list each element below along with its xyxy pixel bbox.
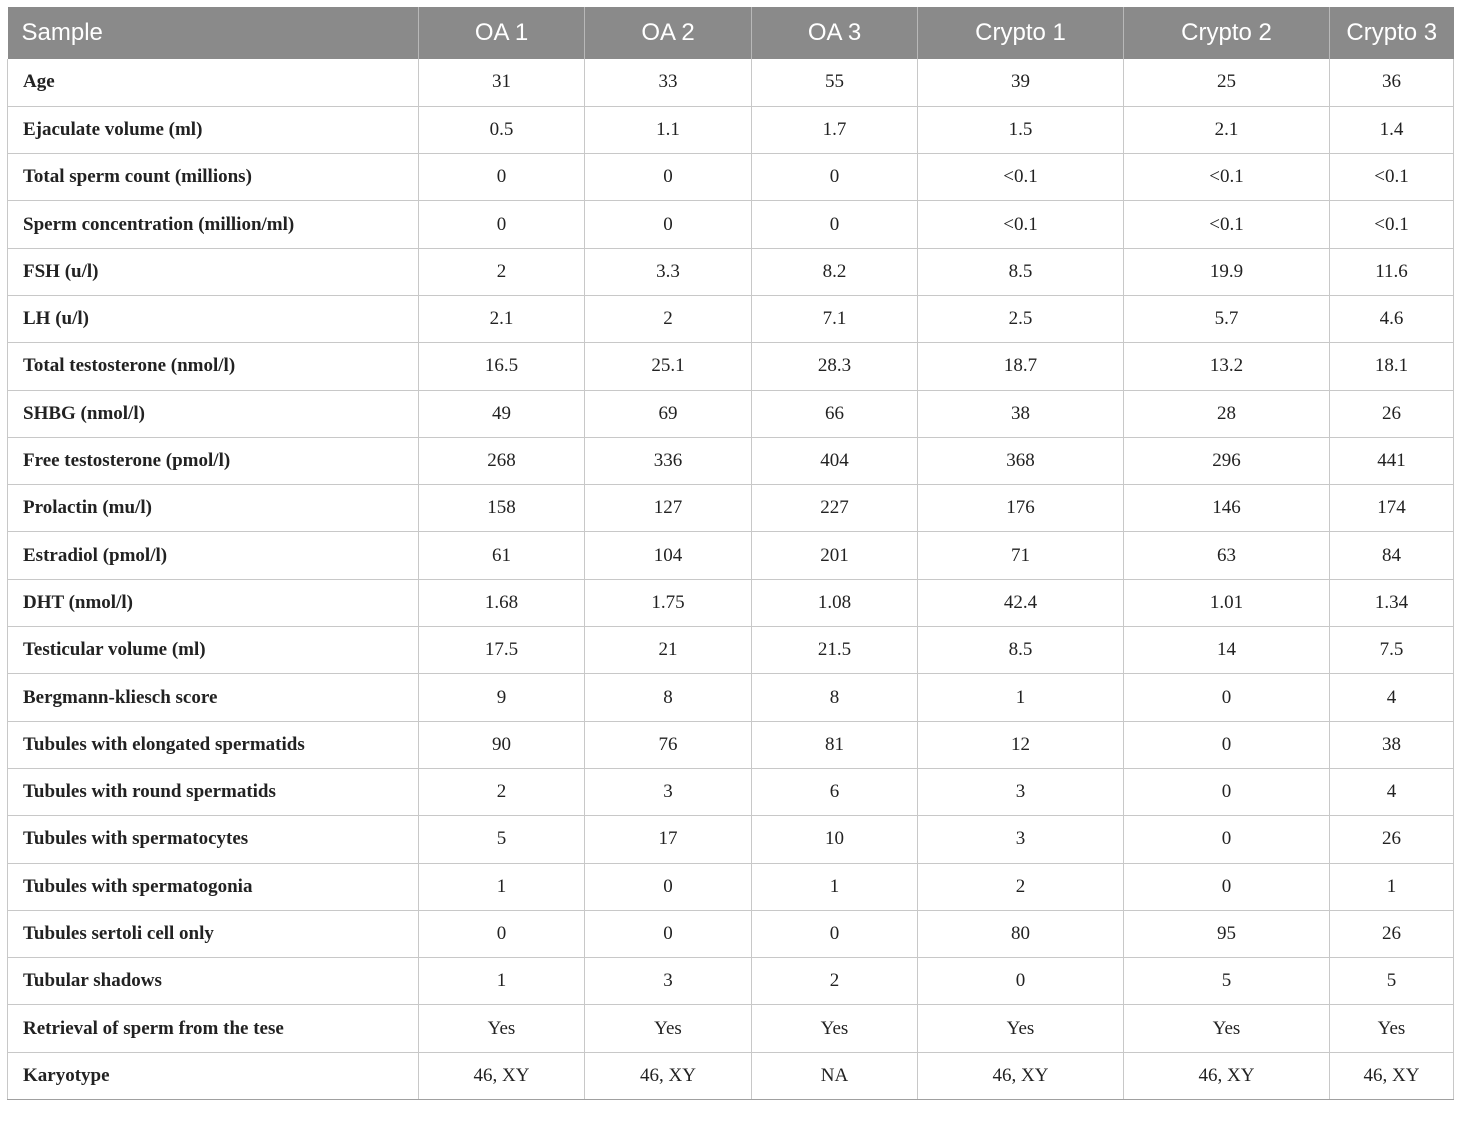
- table-cell: 18.7: [918, 343, 1124, 390]
- table-cell: 1.75: [585, 579, 752, 626]
- table-row: [8, 248, 1454, 295]
- table-cell: 1.08: [752, 579, 918, 626]
- table-cell: 8.2: [752, 248, 918, 295]
- row-label: Estradiol (pmol/l): [8, 532, 419, 579]
- table-cell: 38: [1330, 721, 1454, 768]
- table-cell: 1.5: [918, 106, 1124, 153]
- table-cell: 16.5: [419, 343, 585, 390]
- table-cell: 1.01: [1124, 579, 1330, 626]
- table-cell: 46, XY: [585, 1052, 752, 1099]
- table-cell: 176: [918, 485, 1124, 532]
- row-label: Tubular shadows: [8, 958, 419, 1005]
- table-cell: 80: [918, 910, 1124, 957]
- table-header: [8, 7, 1454, 59]
- table-cell: 42.4: [918, 579, 1124, 626]
- table-cell: 0: [585, 863, 752, 910]
- table-cell: 71: [918, 532, 1124, 579]
- table-cell: 0: [419, 154, 585, 201]
- table-cell: Yes: [752, 1005, 918, 1052]
- table-row: [8, 1005, 1454, 1052]
- column-header: OA 1: [419, 7, 585, 59]
- table-cell: 1.7: [752, 106, 918, 153]
- table-cell: 174: [1330, 485, 1454, 532]
- table-cell: 55: [752, 59, 918, 106]
- table-row: [8, 59, 1454, 106]
- table-cell: 2: [419, 248, 585, 295]
- table-cell: 46, XY: [1124, 1052, 1330, 1099]
- table-row: [8, 863, 1454, 910]
- table-cell: 296: [1124, 437, 1330, 484]
- row-label: Tubules with round spermatids: [8, 768, 419, 815]
- table-cell: 4: [1330, 674, 1454, 721]
- table-cell: 13.2: [1124, 343, 1330, 390]
- table-cell: 2: [918, 863, 1124, 910]
- table-cell: 1.4: [1330, 106, 1454, 153]
- table-cell: 6: [752, 768, 918, 815]
- table-cell: 26: [1330, 910, 1454, 957]
- table-cell: 21.5: [752, 627, 918, 674]
- table-cell: 1.1: [585, 106, 752, 153]
- table-row: [8, 816, 1454, 863]
- table-cell: 2.1: [419, 295, 585, 342]
- table-row: [8, 201, 1454, 248]
- table-cell: 2.5: [918, 295, 1124, 342]
- data-table-container: [7, 7, 1453, 1100]
- table-row: [8, 1052, 1454, 1099]
- column-header: OA 2: [585, 7, 752, 59]
- row-label: Free testosterone (pmol/l): [8, 437, 419, 484]
- table-cell: 31: [419, 59, 585, 106]
- table-cell: 0: [419, 201, 585, 248]
- row-label: Tubules sertoli cell only: [8, 910, 419, 957]
- table-row: [8, 295, 1454, 342]
- table-cell: 3.3: [585, 248, 752, 295]
- table-cell: Yes: [585, 1005, 752, 1052]
- column-header-sample: Sample: [8, 7, 419, 59]
- table-cell: 63: [1124, 532, 1330, 579]
- table-cell: 5.7: [1124, 295, 1330, 342]
- table-cell: 36: [1330, 59, 1454, 106]
- table-cell: 8.5: [918, 248, 1124, 295]
- table-cell: 0: [752, 154, 918, 201]
- table-row: [8, 579, 1454, 626]
- table-cell: 17: [585, 816, 752, 863]
- table-row: [8, 343, 1454, 390]
- row-label: Bergmann-kliesch score: [8, 674, 419, 721]
- table-cell: 5: [1330, 958, 1454, 1005]
- table-cell: 7.1: [752, 295, 918, 342]
- table-cell: 28: [1124, 390, 1330, 437]
- table-cell: 2: [419, 768, 585, 815]
- table-row: [8, 674, 1454, 721]
- table-cell: 1: [752, 863, 918, 910]
- table-cell: 25: [1124, 59, 1330, 106]
- table-cell: 8: [585, 674, 752, 721]
- table-row: [8, 485, 1454, 532]
- table-cell: 127: [585, 485, 752, 532]
- table-row: [8, 910, 1454, 957]
- table-cell: 17.5: [419, 627, 585, 674]
- table-cell: 2.1: [1124, 106, 1330, 153]
- row-label: LH (u/l): [8, 295, 419, 342]
- table-cell: <0.1: [1330, 201, 1454, 248]
- table-cell: 1: [419, 958, 585, 1005]
- row-label: Total testosterone (nmol/l): [8, 343, 419, 390]
- table-body: [8, 59, 1454, 1100]
- table-cell: 3: [918, 816, 1124, 863]
- table-cell: 0: [585, 154, 752, 201]
- table-cell: 21: [585, 627, 752, 674]
- table-row: [8, 768, 1454, 815]
- table-cell: 3: [918, 768, 1124, 815]
- table-cell: 7.5: [1330, 627, 1454, 674]
- table-cell: 0: [585, 910, 752, 957]
- table-cell: 69: [585, 390, 752, 437]
- row-label: DHT (nmol/l): [8, 579, 419, 626]
- table-cell: 10: [752, 816, 918, 863]
- table-cell: <0.1: [1330, 154, 1454, 201]
- table-cell: 66: [752, 390, 918, 437]
- table-cell: 336: [585, 437, 752, 484]
- table-cell: 201: [752, 532, 918, 579]
- table-cell: Yes: [918, 1005, 1124, 1052]
- row-label: Sperm concentration (million/ml): [8, 201, 419, 248]
- table-row: [8, 627, 1454, 674]
- table-cell: 12: [918, 721, 1124, 768]
- table-row: [8, 390, 1454, 437]
- table-cell: 84: [1330, 532, 1454, 579]
- table-cell: 61: [419, 532, 585, 579]
- table-cell: 1: [1330, 863, 1454, 910]
- table-cell: 26: [1330, 390, 1454, 437]
- table-cell: 3: [585, 958, 752, 1005]
- table-cell: 4.6: [1330, 295, 1454, 342]
- table-cell: 441: [1330, 437, 1454, 484]
- table-row: [8, 154, 1454, 201]
- table-cell: <0.1: [1124, 154, 1330, 201]
- table-cell: 0: [1124, 721, 1330, 768]
- column-header: Crypto 3: [1330, 7, 1454, 59]
- table-cell: 26: [1330, 816, 1454, 863]
- table-cell: 95: [1124, 910, 1330, 957]
- table-cell: 0: [1124, 863, 1330, 910]
- table-cell: 3: [585, 768, 752, 815]
- table-cell: 0: [1124, 674, 1330, 721]
- table-cell: 158: [419, 485, 585, 532]
- column-header: Crypto 2: [1124, 7, 1330, 59]
- table-row: [8, 437, 1454, 484]
- table-cell: 19.9: [1124, 248, 1330, 295]
- table-cell: 38: [918, 390, 1124, 437]
- table-row: [8, 106, 1454, 153]
- table-cell: 0: [419, 910, 585, 957]
- table-cell: <0.1: [918, 201, 1124, 248]
- table-cell: 5: [1124, 958, 1330, 1005]
- table-cell: 49: [419, 390, 585, 437]
- row-label: Karyotype: [8, 1052, 419, 1099]
- table-cell: 0: [585, 201, 752, 248]
- row-label: Prolactin (mu/l): [8, 485, 419, 532]
- table-cell: 0: [752, 201, 918, 248]
- table-cell: 0: [1124, 768, 1330, 815]
- column-header: Crypto 1: [918, 7, 1124, 59]
- table-cell: Yes: [1330, 1005, 1454, 1052]
- table-cell: 2: [752, 958, 918, 1005]
- table-cell: Yes: [1124, 1005, 1330, 1052]
- row-label: Retrieval of sperm from the tese: [8, 1005, 419, 1052]
- table-cell: 46, XY: [419, 1052, 585, 1099]
- table-cell: 104: [585, 532, 752, 579]
- table-cell: 1.34: [1330, 579, 1454, 626]
- patient-characteristics-table: [7, 7, 1454, 1100]
- table-row: [8, 721, 1454, 768]
- table-cell: 1: [419, 863, 585, 910]
- column-header: OA 3: [752, 7, 918, 59]
- row-label: Ejaculate volume (ml): [8, 106, 419, 153]
- row-label: Tubules with spermatocytes: [8, 816, 419, 863]
- table-cell: 8.5: [918, 627, 1124, 674]
- table-cell: 81: [752, 721, 918, 768]
- table-row: [8, 532, 1454, 579]
- row-label: Tubules with spermatogonia: [8, 863, 419, 910]
- table-cell: 46, XY: [1330, 1052, 1454, 1099]
- table-cell: 11.6: [1330, 248, 1454, 295]
- table-cell: 33: [585, 59, 752, 106]
- row-label: Tubules with elongated spermatids: [8, 721, 419, 768]
- table-cell: 5: [419, 816, 585, 863]
- table-cell: 227: [752, 485, 918, 532]
- table-cell: 8: [752, 674, 918, 721]
- table-cell: 4: [1330, 768, 1454, 815]
- table-cell: 39: [918, 59, 1124, 106]
- table-cell: 0.5: [419, 106, 585, 153]
- table-cell: 18.1: [1330, 343, 1454, 390]
- table-cell: 9: [419, 674, 585, 721]
- table-cell: 1.68: [419, 579, 585, 626]
- table-cell: 404: [752, 437, 918, 484]
- table-cell: 146: [1124, 485, 1330, 532]
- table-cell: 76: [585, 721, 752, 768]
- table-cell: Yes: [419, 1005, 585, 1052]
- table-cell: 46, XY: [918, 1052, 1124, 1099]
- table-cell: 90: [419, 721, 585, 768]
- row-label: SHBG (nmol/l): [8, 390, 419, 437]
- table-cell: 28.3: [752, 343, 918, 390]
- table-cell: 0: [752, 910, 918, 957]
- table-cell: 268: [419, 437, 585, 484]
- table-row: [8, 958, 1454, 1005]
- table-cell: 1: [918, 674, 1124, 721]
- table-cell: 14: [1124, 627, 1330, 674]
- table-cell: NA: [752, 1052, 918, 1099]
- table-cell: 2: [585, 295, 752, 342]
- row-label: Total sperm count (millions): [8, 154, 419, 201]
- row-label: Age: [8, 59, 419, 106]
- table-cell: 25.1: [585, 343, 752, 390]
- table-cell: <0.1: [918, 154, 1124, 201]
- table-cell: 368: [918, 437, 1124, 484]
- header-row: [8, 7, 1454, 59]
- table-cell: 0: [1124, 816, 1330, 863]
- table-cell: 0: [918, 958, 1124, 1005]
- row-label: FSH (u/l): [8, 248, 419, 295]
- row-label: Testicular volume (ml): [8, 627, 419, 674]
- table-cell: <0.1: [1124, 201, 1330, 248]
